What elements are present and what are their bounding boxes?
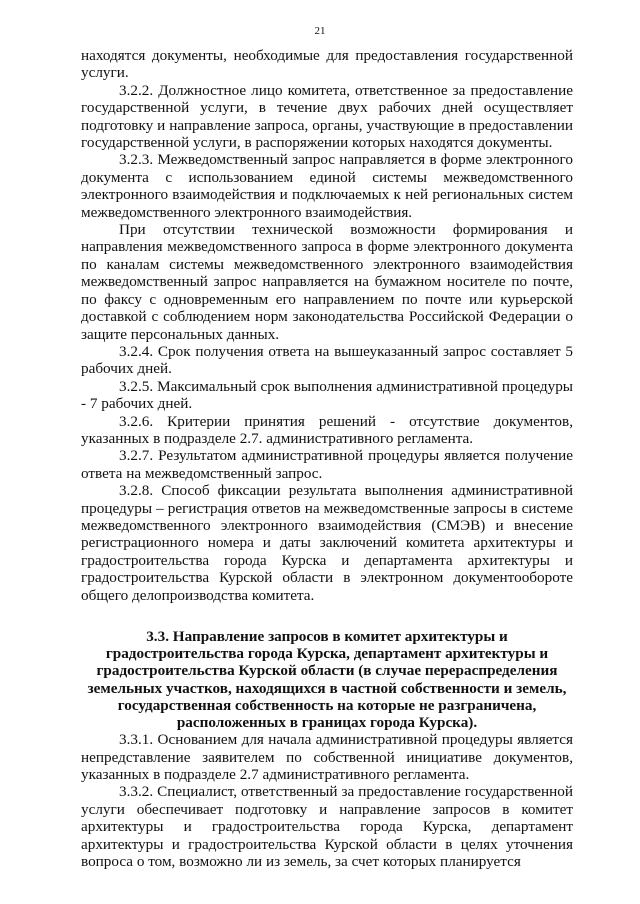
paragraph-continuation: находятся документы, необходимые для предоставления государственной услуги. [81, 47, 573, 82]
paragraph-3-3-2: 3.3.2. Специалист, ответственный за предоставление государственной услуги обеспечивает подготовку и направление запросов в комитет архитектуры и градостроительства города Курска, департамент архитектуры и градостроительства Курской области в целях уточнения вопроса о том, возможно ли из земель, за счет которых планируется [81, 783, 573, 871]
paragraph-3-2-3: 3.2.3. Межведомственный запрос направляется в форме электронного документа с использованием единой системы межведомственного электронного взаимодействия и подключаемых к ней региональных систем межведомственного электронного взаимодействия. [81, 151, 573, 221]
section-heading-3-3: 3.3. Направление запросов в комитет архитектуры и градостроительства города Курска, департамент архитектуры и градостроительства Курской области (в случае перераспределения земельных участков, находящихся в частной собственности и земель, государственная собственность на которые не разграничена, расположенных в границах города Курска). [87, 628, 567, 732]
paragraph-no-technical-possibility: При отсутствии технической возможности формирования и направления межведомственного запроса в форме электронного документа по каналам системы межведомственного электронного взаимодействия межведомственный запрос направляется на бумажном носителе по почте, по факсу с одновременным его направлением по почте или курьерской доставкой с соблюдением норм законодательства Российской Федерации о защите персональных данных. [81, 221, 573, 343]
paragraph-3-2-4: 3.2.4. Срок получения ответа на вышеуказанный запрос составляет 5 рабочих дней. [81, 342, 573, 378]
paragraph-3-2-6: 3.2.6. Критерии принятия решений - отсутствие документов, указанных в подразделе 2.7. административного регламента. [81, 412, 573, 447]
paragraph-3-2-7: 3.2.7. Результатом административной процедуры является получение ответа на межведомственный запрос. [81, 447, 573, 482]
paragraph-3-2-8: 3.2.8. Способ фиксации результата выполнения административной процедуры – регистрация ответов на межведомственные запросы в системе межведомственного электронного взаимодействия (СМЭВ) и внесение регистрационного номера и даты заключений комитета архитектуры и градостроительства города Курска и департамента архитектуры и градостроительства Курской области в электронном документообороте общего делопроизводства комитета. [81, 482, 573, 604]
paragraph-3-3-1: 3.3.1. Основанием для начала административной процедуры является непредставление заявителем по собственной инициативе документов, указанных в подразделе 2.7 административного регламента. [81, 731, 573, 784]
document-body [81, 47, 573, 870]
page-number: 21 [314, 25, 326, 37]
paragraph-3-2-2: 3.2.2. Должностное лицо комитета, ответственное за предоставление государственной услуги, в течение двух рабочих дней осуществляет подготовку и направление запроса, органы, участвующие в предоставлении государственной услуги, в распоряжении которых находятся документы. [81, 81, 573, 152]
paragraph-3-2-5: 3.2.5. Максимальный срок выполнения административной процедуры - 7 рабочих дней. [81, 377, 573, 413]
